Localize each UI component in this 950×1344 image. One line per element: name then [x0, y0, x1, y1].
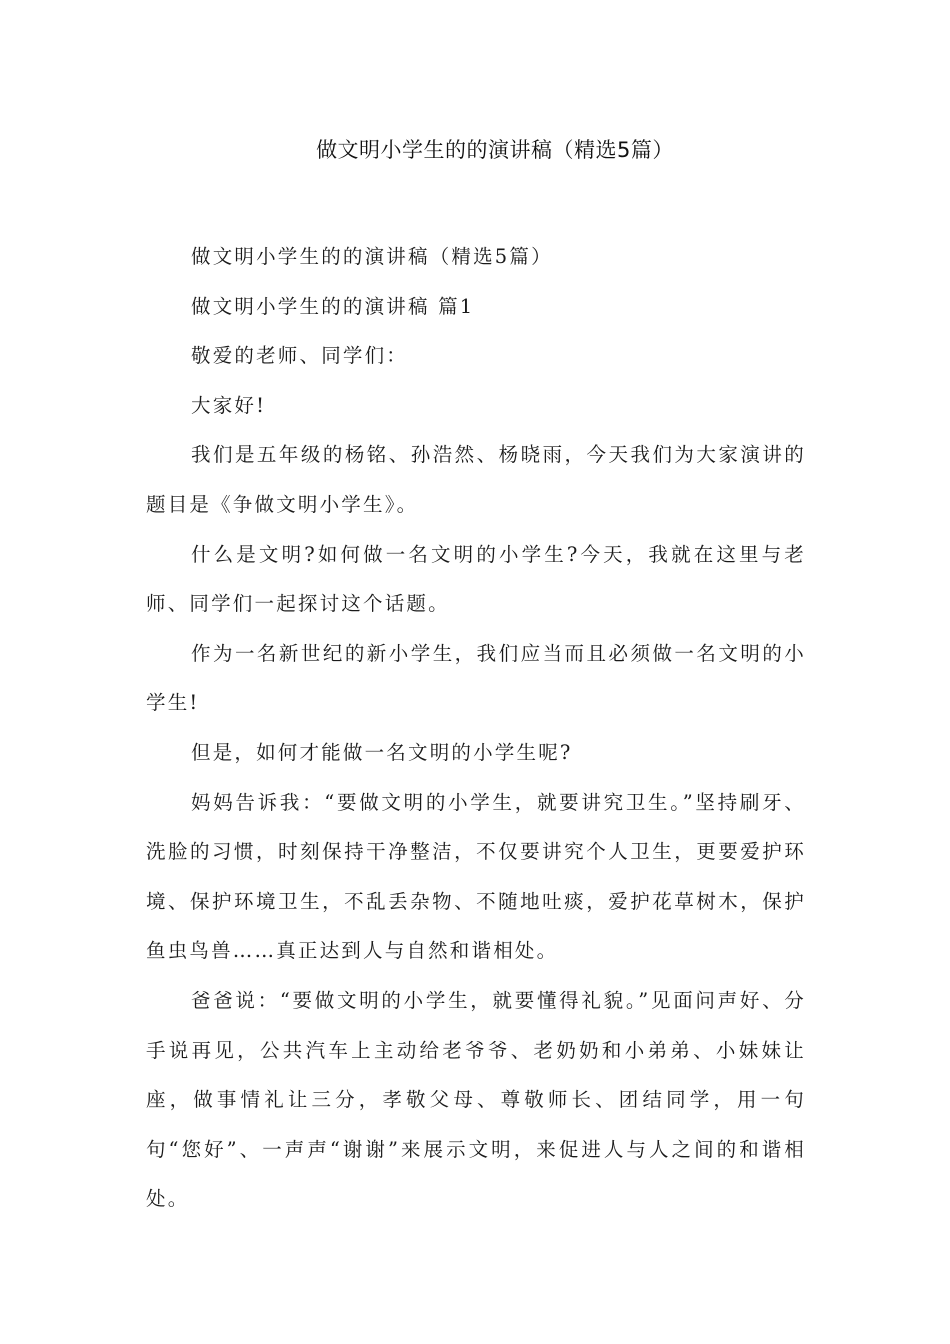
paragraph-question: 什么是文明?如何做一名文明的小学生?今天，我就在这里与老师、同学们一起探讨这个话题。 [146, 542, 806, 616]
document-title: 做文明小学生的的演讲稿（精选5篇） [316, 138, 674, 162]
paragraph-greeting: 大家好! [191, 393, 267, 417]
paragraph-how: 但是，如何才能做一名文明的小学生呢? [191, 740, 573, 764]
paragraph-statement: 作为一名新世纪的新小学生，我们应当而且必须做一名文明的小学生! [146, 641, 806, 715]
document-body [146, 232, 806, 1224]
paragraph-salutation: 敬爱的老师、同学们： [191, 344, 409, 368]
paragraph-mother: 妈妈告诉我：“要做文明的小学生，就要讲究卫生。”坚持刷牙、洗脸的习惯，时刻保持干净整洁，不仅要讲究个人卫生，更要爱护环境、保护环境卫生，不乱丢杂物、不随地吐痰，爱护花草树木，保护鱼虫鸟兽……真正达到人与自然和谐相处。 [146, 790, 806, 963]
paragraph-section-heading: 做文明小学生的的演讲稿 篇1 [191, 294, 475, 318]
paragraph-subtitle: 做文明小学生的的演讲稿（精选5篇） [191, 245, 553, 268]
paragraph-introduction: 我们是五年级的杨铭、孙浩然、杨晓雨，今天我们为大家演讲的题目是《争做文明小学生》。 [146, 443, 806, 516]
paragraph-father: 爸爸说：“要做文明的小学生，就要懂得礼貌。”见面问声好、分手说再见，公共汽车上主动给老爷爷、老奶奶和小弟弟、小妹妹让座，做事情礼让三分，孝敬父母、尊敬师长、团结同学，用一句句“您好”、一声声“谢谢”来展示文明，来促进人与人之间的和谐相处。 [146, 988, 806, 1211]
